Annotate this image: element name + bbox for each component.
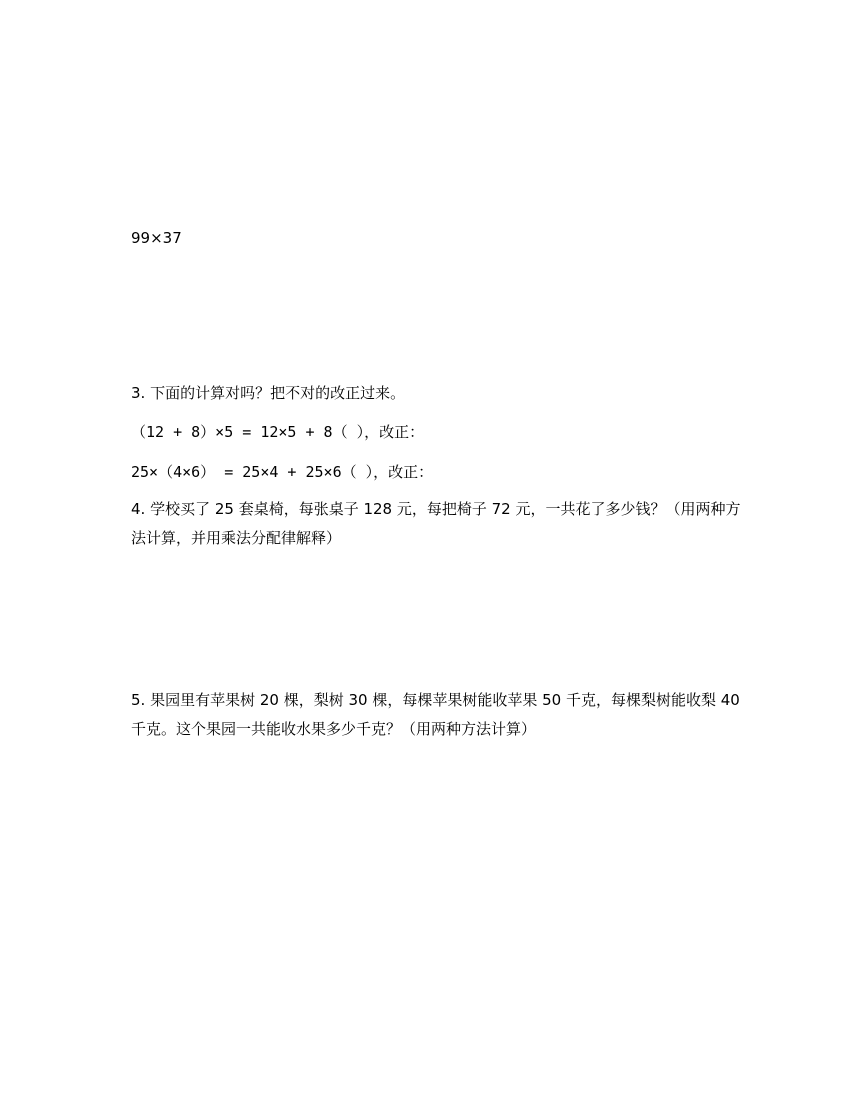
question-5-text: 5. 果园里有苹果树 20 棵，梨树 30 棵，每棵苹果树能收苹果 50 千克，每棵梨树能收梨 40 千克。这个果园一共能收水果多少千克？（用两种方法计算） [131, 691, 740, 738]
question-3-equation-1: （12 + 8）×5 = 12×5 + 8（ ），改正： [131, 423, 425, 441]
question-3-title: 3. 下面的计算对吗？把不对的改正过来。 [131, 384, 406, 402]
calculation-99x37: 99×37 [131, 229, 182, 247]
question-4-text: 4. 学校买了 25 套桌椅，每张桌子 128 元，每把椅子 72 元，一共花了多少钱？（用两种方法计算，并用乘法分配律解释） [131, 500, 741, 547]
question-3-equation-2: 25×（4×6） = 25×4 + 25×6（ ），改正： [131, 463, 434, 481]
